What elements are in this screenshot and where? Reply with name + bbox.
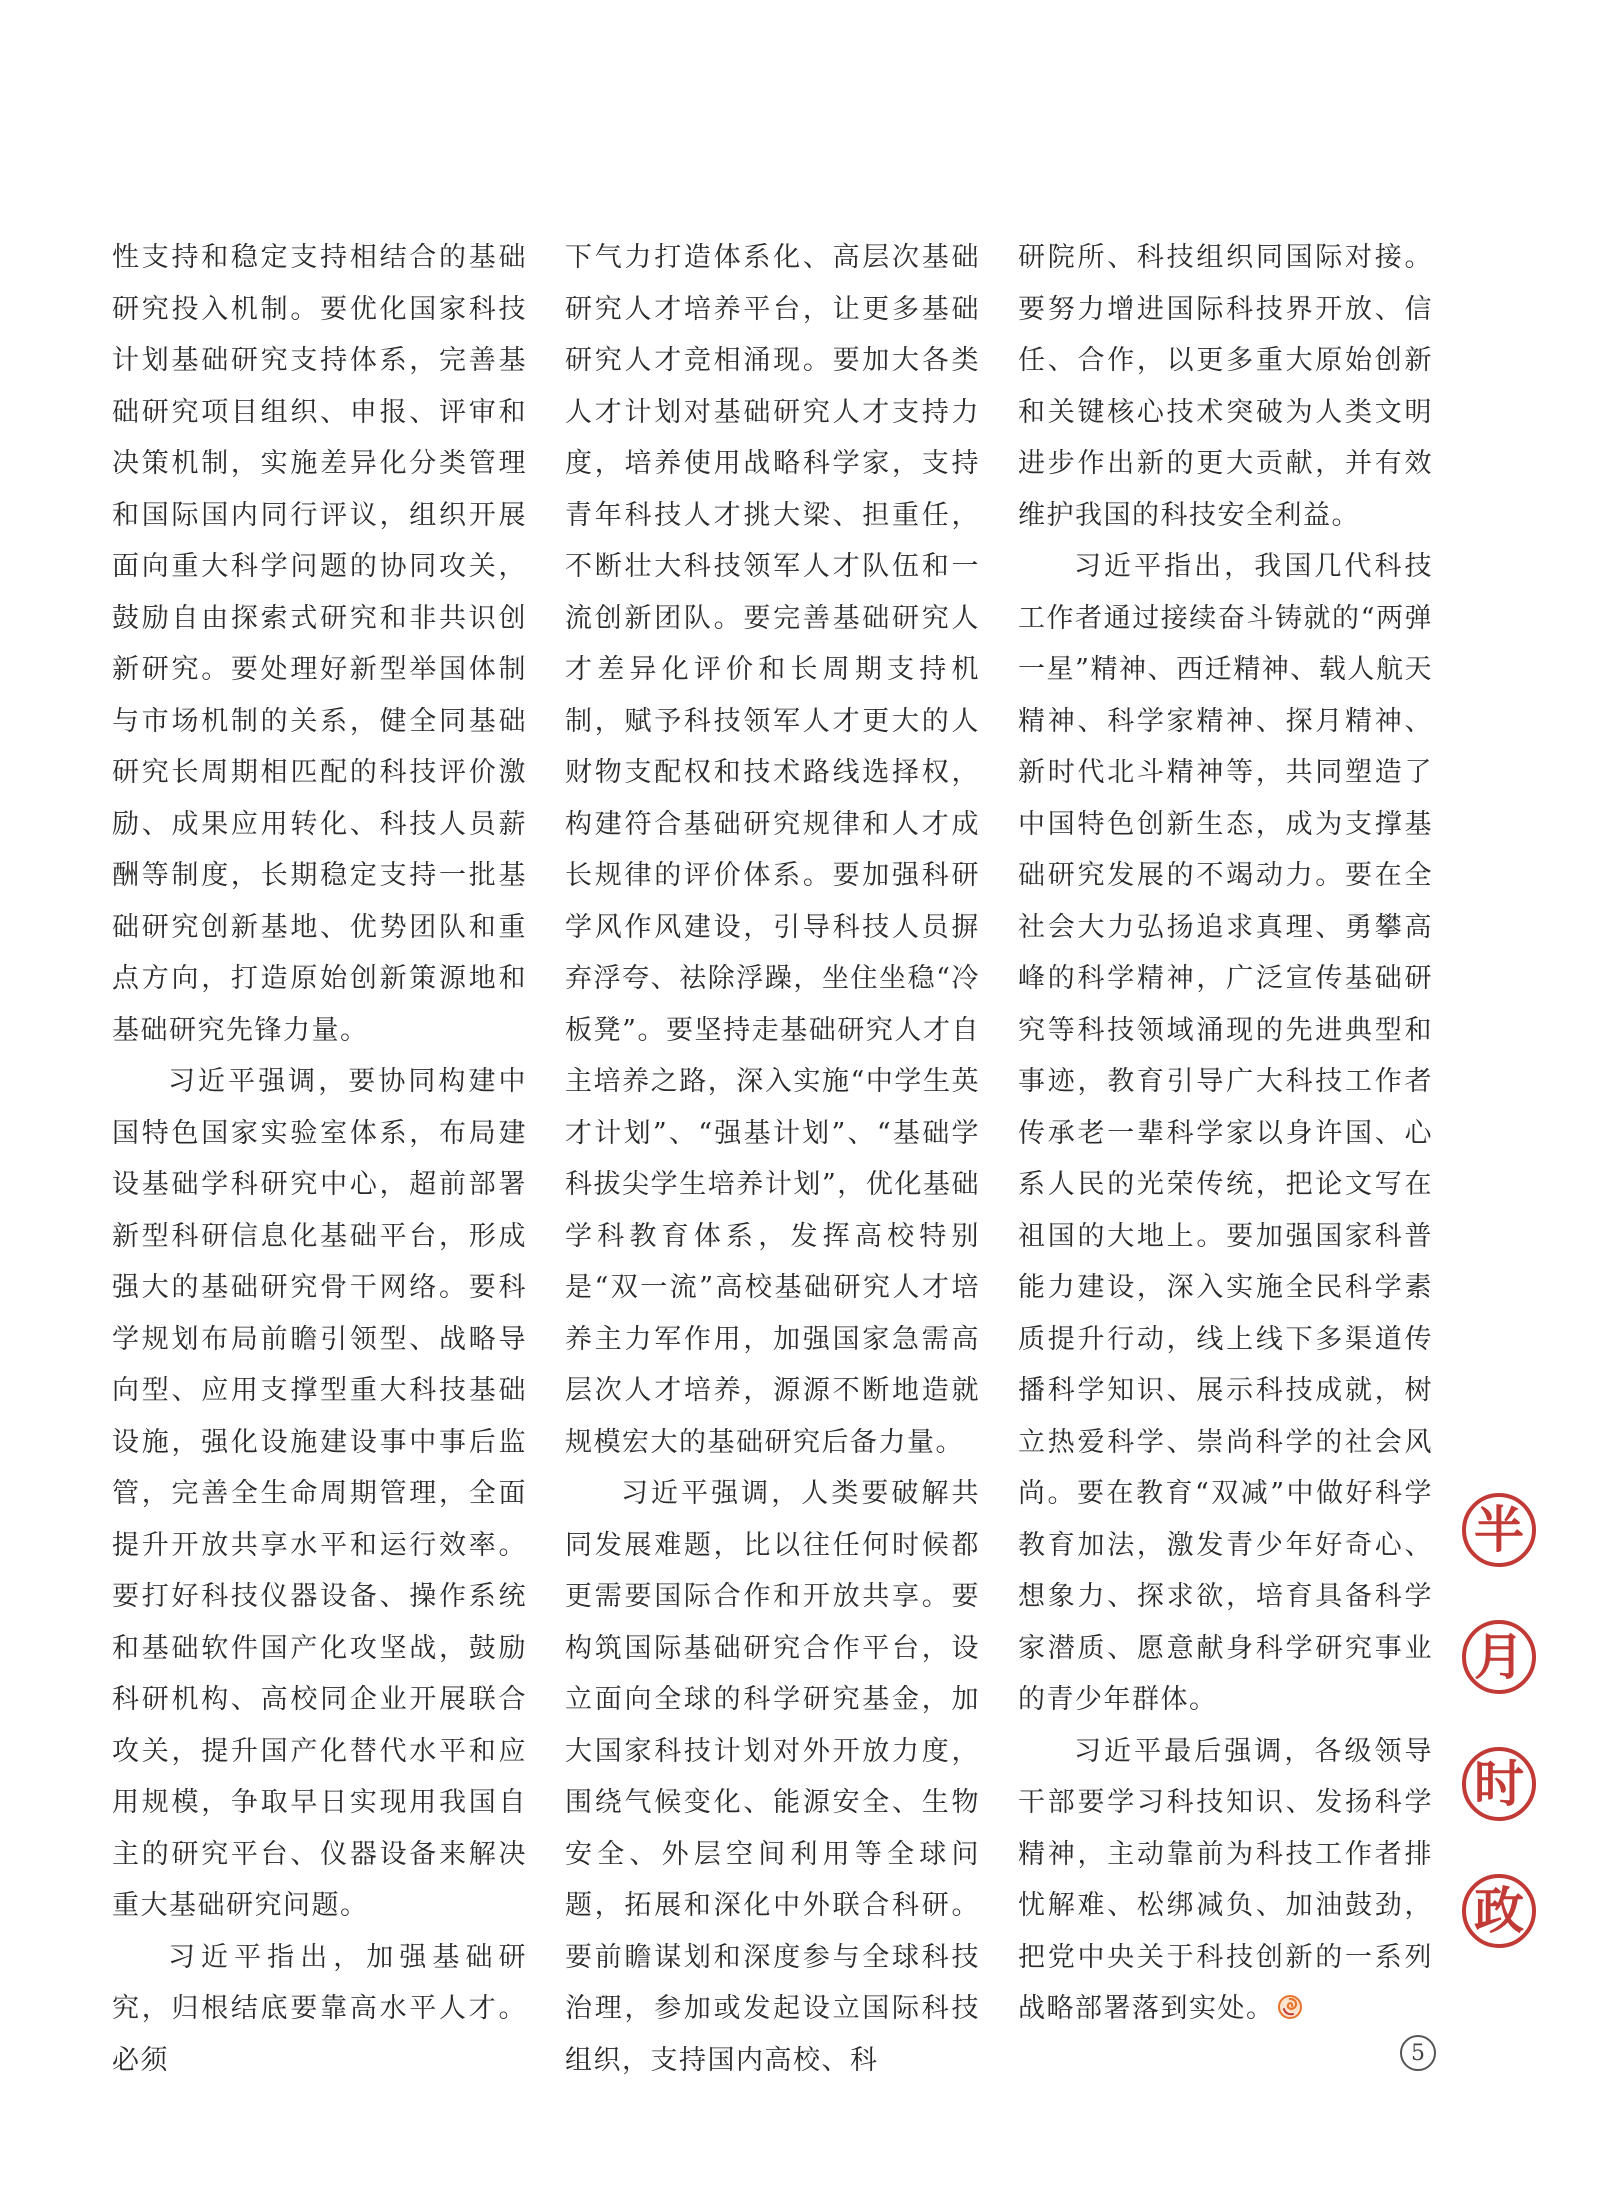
article-paragraph: 性支持和稳定支持相结合的基础研究投入机制。要优化国家科技计划基础研究支持体系，完善基础研究项目组织、申报、评审和决策机制，实施差异化分类管理和国际国内同行评议，组织开展面向重大科学问题的协同攻关，鼓励自由探索式研究和非共识创新研究。要处理好新型举国体制与市场机制的关系，健全同基础研究长周期相匹配的科技评价激励、成果应用转化、科技人员薪酬等制度，长期稳定支持一批基础研究创新基地、优势团队和重点方向，打造原始创新策源地和基础研究先锋力量。 — [112, 242, 527, 1046]
article-column-1 — [112, 232, 527, 2086]
section-label-char: 月 — [1462, 1620, 1536, 1694]
article-paragraph: 习近平指出，我国几代科技工作者通过接续奋斗铸就的“两弹一星”精神、西迁精神、载人航天精神、科学家精神、探月精神、新时代北斗精神等，共同塑造了中国特色创新生态，成为支撑基础研究发展的不竭动力。要在全社会大力弘扬追求真理、勇攀高峰的科学精神，广泛宣传基础研究等科技领域涌现的先进典型和事迹，教育引导广大科技工作者传承老一辈科学家以身许国、心系人民的光荣传统，把论文写在祖国的大地上。要加强国家科普能力建设，深入实施全民科学素质提升行动，线上线下多渠道传播科学知识、展示科技成就，树立热爱科学、崇尚科学的社会风尚。要在教育“双减”中做好科学教育加法，激发青少年好奇心、想象力、探求欲，培育具备科学家潜质、愿意献身科学研究事业的青少年群体。 — [1018, 551, 1433, 1715]
article-column-2 — [565, 232, 980, 2086]
article-final-text: 习近平最后强调，各级领导干部要学习科技知识、发扬科学精神，主动靠前为科技工作者排忧解难、松绑减负、加油鼓劲，把党中央关于科技创新的一系列战略部署落到实处。 — [1018, 1735, 1433, 2024]
article-paragraph: 习近平指出，加强基础研究，归根结底要靠高水平人才。必须 — [112, 1941, 527, 2076]
section-label-char: 政 — [1462, 1874, 1536, 1948]
article-paragraph: 下气力打造体系化、高层次基础研究人才培养平台，让更多基础研究人才竞相涌现。要加大各类人才计划对基础研究人才支持力度，培养使用战略科学家，支持青年科技人才挑大梁、担重任，不断壮大科技领军人才队伍和一流创新团队。要完善基础研究人才差异化评价和长周期支持机制，赋予科技领军人才更大的人财物支配权和技术路线选择权，构建符合基础研究规律和人才成长规律的评价体系。要加强科研学风作风建设，引导科技人员摒弃浮夸、祛除浮躁，坐住坐稳“冷板凳”。要坚持走基础研究人才自主培养之路，深入实施“中学生英才计划”、“强基计划”、“基础学科拔尖学生培养计划”，优化基础学科教育体系，发挥高校特别是“双一流”高校基础研究人才培养主力军作用，加强国家急需高层次人才培养，源源不断地造就规模宏大的基础研究后备力量。 — [565, 242, 980, 1458]
article-column-3 — [1018, 232, 1433, 2035]
section-label-char: 时 — [1462, 1747, 1536, 1821]
article-paragraph: 习近平强调，要协同构建中国特色国家实验室体系，布局建设基础学科研究中心，超前部署新型科研信息化基础平台，形成强大的基础研究骨干网络。要科学规划布局前瞻引领型、战略导向型、应用支撑型重大科技基础设施，强化设施建设事中事后监管，完善全生命周期管理，全面提升开放共享水平和运行效率。要打好科技仪器设备、操作系统和基础软件国产化攻坚战，鼓励科研机构、高校同企业开展联合攻关，提升国产化替代水平和应用规模，争取早日实现用我国自主的研究平台、仪器设备来解决重大基础研究问题。 — [112, 1066, 527, 1921]
swirl-end-mark-icon — [1277, 1994, 1303, 2020]
article-paragraph: 习近平强调，人类要破解共同发展难题，比以往任何时候都更需要国际合作和开放共享。要构筑国际基础研究合作平台，设立面向全球的科学研究基金，加大国家科技计划对外开放力度，围绕气候变化、能源安全、生物安全、外层空间利用等全球问题，拓展和深化中外联合科研。要前瞻谋划和深度参与全球科技治理，参加或发起设立国际科技组织，支持国内高校、科 — [565, 1478, 980, 2076]
page-number: 5 — [1400, 2035, 1436, 2071]
article-paragraph: 研院所、科技组织同国际对接。要努力增进国际科技界开放、信任、合作，以更多重大原始创新和关键核心技术突破为人类文明进步作出新的更大贡献，并有效维护我国的科技安全利益。 — [1018, 242, 1433, 531]
section-label-char: 半 — [1462, 1493, 1536, 1567]
article-final-paragraph — [1018, 1726, 1433, 2035]
